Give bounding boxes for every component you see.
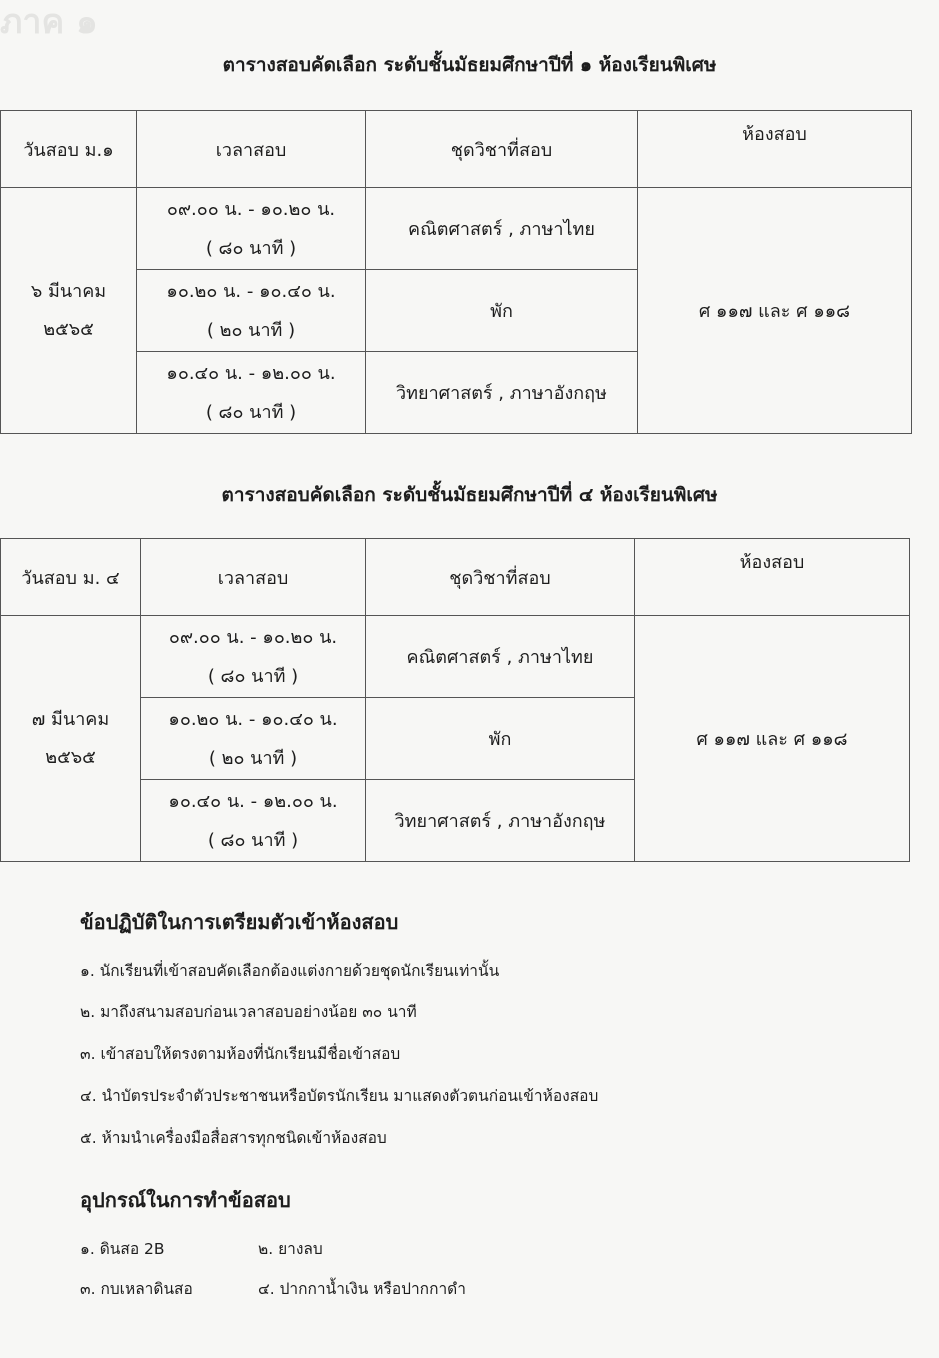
table-row bbox=[1, 616, 910, 698]
header-room: ห้องสอบ bbox=[638, 111, 912, 188]
time-range: ๑๐.๔๐ น. - ๑๒.๐๐ น. bbox=[166, 362, 336, 384]
time-cell bbox=[137, 188, 366, 270]
time-range: ๑๐.๒๐ น. - ๑๐.๔๐ น. bbox=[168, 708, 338, 730]
table-2-title: ตารางสอบคัดเลือก ระดับชั้นมัธยมศึกษาปีที่ ๔ ห้องเรียนพิเศษ bbox=[221, 484, 718, 506]
time-duration: ( ๘๐ นาที ) bbox=[205, 237, 297, 259]
rule-item: ๑. นักเรียนที่เข้าสอบคัดเลือกต้องแต่งกายด้วยชุดนักเรียนเท่านั้น bbox=[80, 962, 500, 980]
room-cell: ศ ๑๑๗ และ ศ ๑๑๘ bbox=[638, 188, 912, 434]
time-range: ๑๐.๔๐ น. - ๑๒.๐๐ น. bbox=[168, 790, 338, 812]
room-cell: ศ ๑๑๗ และ ศ ๑๑๘ bbox=[635, 616, 910, 862]
time-range: ๐๙.๐๐ น. - ๑๐.๒๐ น. bbox=[168, 626, 338, 648]
equipment-heading: อุปกรณ์ในการทำข้อสอบ bbox=[80, 1188, 291, 1212]
header-room: ห้องสอบ bbox=[635, 539, 910, 616]
time-range: ๐๙.๐๐ น. - ๑๐.๒๐ น. bbox=[166, 198, 336, 220]
subject-cell: พัก bbox=[366, 270, 638, 352]
time-duration: ( ๘๐ นาที ) bbox=[207, 829, 299, 851]
subject-cell: วิทยาศาสตร์ , ภาษาอังกฤษ bbox=[366, 352, 638, 434]
subject-cell: คณิตศาสตร์ , ภาษาไทย bbox=[366, 616, 635, 698]
time-duration: ( ๒๐ นาที ) bbox=[206, 319, 296, 341]
table-header-row bbox=[1, 539, 910, 616]
table-header-row bbox=[1, 111, 912, 188]
header-time: เวลาสอบ bbox=[137, 111, 366, 188]
header-date: วันสอบ ม. ๔ bbox=[1, 539, 141, 616]
subject-cell: วิทยาศาสตร์ , ภาษาอังกฤษ bbox=[366, 780, 635, 862]
exam-date-day: ๗ มีนาคม bbox=[31, 708, 110, 730]
equipment-item: ๑. ดินสอ 2B bbox=[80, 1240, 165, 1258]
subject-cell: คณิตศาสตร์ , ภาษาไทย bbox=[366, 188, 638, 270]
header-date: วันสอบ ม.๑ bbox=[1, 111, 137, 188]
exam-date-cell bbox=[1, 188, 137, 434]
time-duration: ( ๒๐ นาที ) bbox=[208, 747, 298, 769]
equipment-item: ๓. กบเหลาดินสอ bbox=[80, 1280, 193, 1298]
exam-date-year: ๒๕๖๕ bbox=[45, 746, 96, 768]
exam-date-cell bbox=[1, 616, 141, 862]
time-range: ๑๐.๒๐ น. - ๑๐.๔๐ น. bbox=[166, 280, 336, 302]
header-time: เวลาสอบ bbox=[141, 539, 366, 616]
header-subject: ชุดวิชาที่สอบ bbox=[366, 111, 638, 188]
time-duration: ( ๘๐ นาที ) bbox=[207, 665, 299, 687]
page-mark: ภาค ๑ bbox=[0, 2, 98, 42]
time-cell bbox=[137, 270, 366, 352]
exam-date-day: ๖ มีนาคม bbox=[30, 280, 107, 302]
exam-table-1 bbox=[0, 110, 912, 434]
time-cell bbox=[141, 698, 366, 780]
rule-item: ๕. ห้ามนำเครื่องมือสื่อสารทุกชนิดเข้าห้องสอบ bbox=[80, 1129, 387, 1147]
time-cell bbox=[141, 780, 366, 862]
exam-table-2 bbox=[0, 538, 910, 862]
rule-item: ๓. เข้าสอบให้ตรงตามห้องที่นักเรียนมีชื่อเข้าสอบ bbox=[80, 1045, 401, 1063]
rule-item: ๒. มาถึงสนามสอบก่อนเวลาสอบอย่างน้อย ๓๐ นาที bbox=[80, 1003, 417, 1021]
equipment-item: ๔. ปากกาน้ำเงิน หรือปากกาดำ bbox=[258, 1280, 466, 1298]
table-row bbox=[1, 188, 912, 270]
header-subject: ชุดวิชาที่สอบ bbox=[366, 539, 635, 616]
equipment-item: ๒. ยางลบ bbox=[258, 1240, 323, 1258]
table-1-title: ตารางสอบคัดเลือก ระดับชั้นมัธยมศึกษาปีที่ ๑ ห้องเรียนพิเศษ bbox=[222, 54, 717, 76]
time-cell bbox=[137, 352, 366, 434]
rules-heading: ข้อปฏิบัติในการเตรียมตัวเข้าห้องสอบ bbox=[80, 910, 399, 934]
time-duration: ( ๘๐ นาที ) bbox=[205, 401, 297, 423]
time-cell bbox=[141, 616, 366, 698]
exam-date-year: ๒๕๖๕ bbox=[43, 318, 94, 340]
subject-cell: พัก bbox=[366, 698, 635, 780]
rule-item: ๔. นำบัตรประจำตัวประชาชนหรือบัตรนักเรียน มาแสดงตัวตนก่อนเข้าห้องสอบ bbox=[80, 1087, 599, 1105]
